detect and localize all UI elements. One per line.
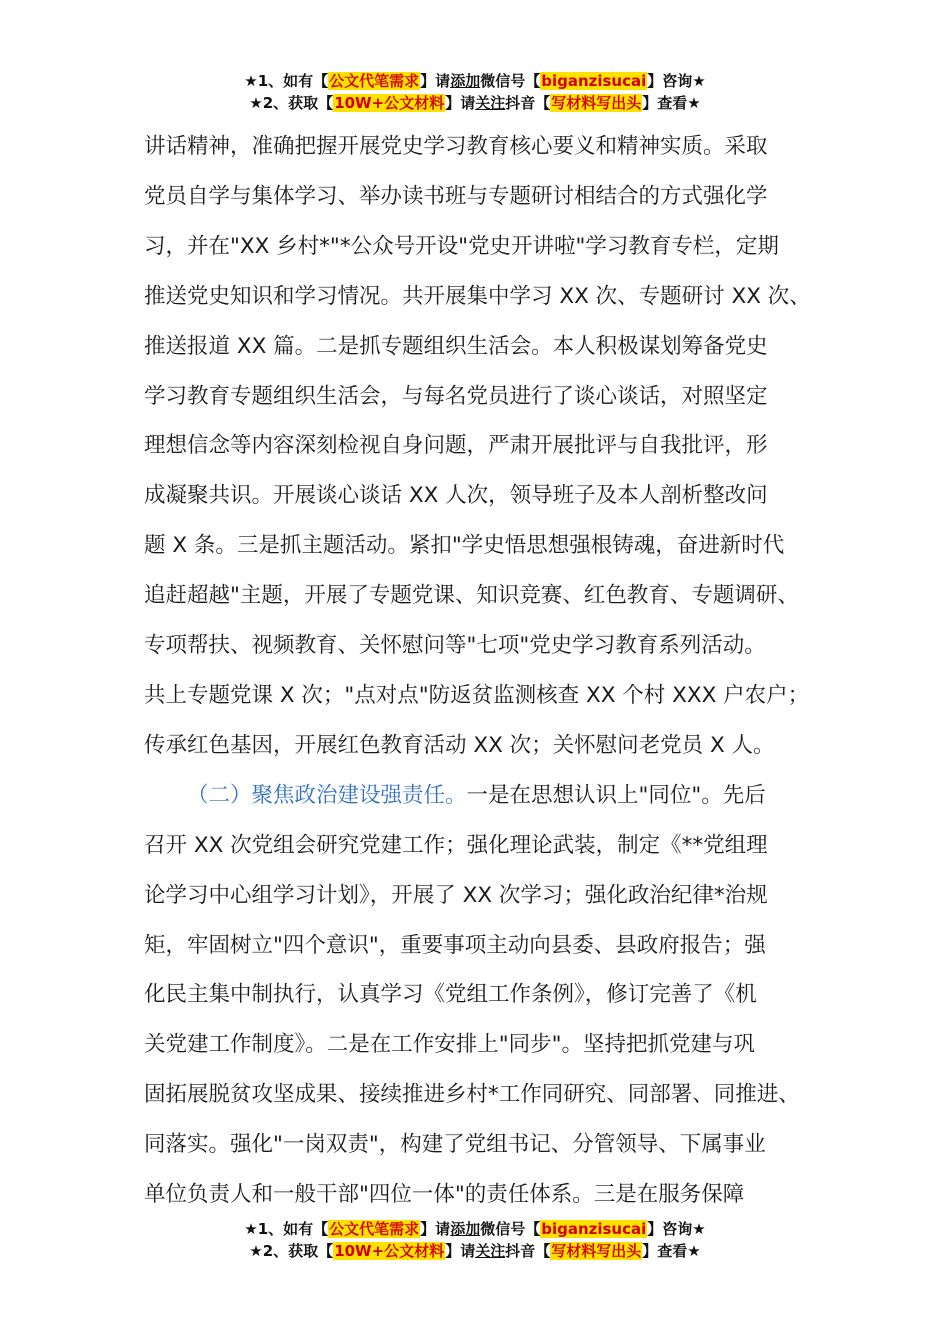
banner-highlight: biganzisucai	[541, 1220, 647, 1238]
body-line: 题 X 条。三是抓主题活动。紧扣"学史悟思想强根铸魂，奋进新时代	[144, 533, 785, 559]
banner-text: 微信号【	[480, 1220, 541, 1238]
body-line: 理想信念等内容深刻检视自身问题，严肃开展批评与自我批评，形	[144, 433, 768, 459]
banner-underline: 添加	[450, 1220, 481, 1238]
body-line: 学习教育专题组织生活会，与每名党员进行了谈心谈话，对照坚定	[144, 383, 768, 409]
banner-text: 】请	[420, 1220, 451, 1238]
banner-text: 】查看★	[642, 94, 701, 112]
banner-text: 抖音【	[505, 94, 551, 112]
banner-text: ★2、获取【	[249, 1242, 334, 1260]
banner-highlight: 10W+公文材料	[334, 1242, 445, 1260]
body-line: 专项帮扶、视频教育、关怀慰问等"七项"党史学习教育系列活动。	[144, 633, 766, 659]
top-banner	[0, 70, 950, 114]
banner-text: 抖音【	[505, 1242, 551, 1260]
body-line: 单位负责人和一般干部"四位一体"的责任体系。三是在服务保障	[144, 1182, 745, 1208]
body-line: 追赶超越"主题，开展了专题党课、知识竞赛、红色教育、专题调研、	[144, 583, 799, 609]
banner-text: 】请	[445, 1242, 476, 1260]
banner-highlight: biganzisucai	[541, 72, 647, 90]
body-line: 矩，牢固树立"四个意识"，重要事项主动向县委、县政府报告；强	[144, 932, 766, 958]
banner-highlight: 写材料写出头	[551, 1242, 642, 1260]
banner-text: 】请	[420, 72, 451, 90]
body-line: 关党建工作制度》。二是在工作安排上"同步"。坚持把抓党建与巩	[144, 1032, 756, 1058]
body-line: 论学习中心组学习计划》，开展了 XX 次学习；强化政治纪律*治规	[144, 882, 768, 908]
section-2-first-line	[144, 771, 834, 821]
banner-text: ★1、如有【	[244, 1220, 329, 1238]
body-line: 传承红色基因，开展红色教育活动 XX 次；关怀慰问老党员 X 人。	[144, 732, 775, 758]
body-line: 讲话精神，准确把握开展党史学习教育核心要义和精神实质。采取	[144, 134, 768, 159]
banner-text: ★1、如有【	[244, 72, 329, 90]
banner-underline: 添加	[450, 72, 481, 90]
body-line: 成凝聚共识。开展谈心谈话 XX 人次，领导班子及本人剖析整改问	[144, 483, 768, 509]
body-line: 固拓展脱贫攻坚成果、接续推进乡村*工作同研究、同部署、同推进、	[144, 1082, 800, 1108]
body-line: 召开 XX 次党组会研究党建工作；强化理论武装，制定《**党组理	[144, 832, 768, 858]
body-line: 同落实。强化"一岗双责"，构建了党组书记、分管领导、下属事业	[144, 1132, 766, 1158]
banner-text: 】请	[445, 94, 476, 112]
banner-line-2	[0, 1240, 950, 1262]
banner-line-1	[0, 1218, 950, 1240]
body-line: 习，并在"XX 乡村*"*公众号开设"党史开讲啦"学习教育专栏，定期	[144, 233, 779, 259]
document-body	[144, 122, 834, 1220]
body-line: 共上专题党课 X 次；"点对点"防返贫监测核查 XX 个村 XXX 户农户；	[144, 682, 810, 708]
bottom-banner	[0, 1218, 950, 1262]
banner-line-1	[0, 70, 950, 92]
banner-line-2	[0, 92, 950, 114]
body-line: 推送报道 XX 篇。二是抓专题组织生活会。本人积极谋划筹备党史	[144, 333, 768, 359]
banner-text: 】查看★	[642, 1242, 701, 1260]
body-line: 党员自学与集体学习、举办读书班与专题研讨相结合的方式强化学	[144, 183, 768, 209]
banner-highlight: 公文代笔需求	[329, 72, 420, 90]
section-2-heading: （二）聚焦政治建设强责任。	[187, 782, 467, 808]
body-line: 推送党史知识和学习情况。共开展集中学习 XX 次、专题研讨 XX 次、	[144, 283, 811, 309]
banner-text: 】咨询★	[647, 1220, 706, 1238]
banner-highlight: 公文代笔需求	[329, 1220, 420, 1238]
banner-text: ★2、获取【	[249, 94, 334, 112]
banner-underline: 关注	[475, 94, 506, 112]
banner-text: 微信号【	[480, 72, 541, 90]
banner-underline: 关注	[475, 1242, 506, 1260]
section-2-text: 一是在思想认识上"同位"。先后	[466, 782, 766, 808]
banner-highlight: 10W+公文材料	[334, 94, 445, 112]
body-line: 化民主集中制执行，认真学习《党组工作条例》，修订完善了《机	[144, 982, 757, 1008]
banner-text: 】咨询★	[647, 72, 706, 90]
banner-highlight: 写材料写出头	[551, 94, 642, 112]
